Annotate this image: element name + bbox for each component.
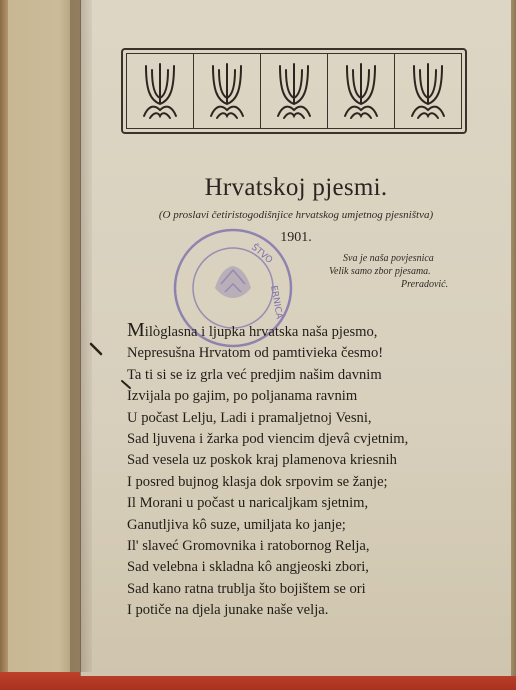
poem-year: 1901. <box>280 230 312 245</box>
motto-line: Velik samo zbor pjesama. <box>329 266 431 277</box>
frieze-tile <box>261 54 328 128</box>
frieze-tile <box>395 54 461 128</box>
tulip-ornament-icon <box>205 60 249 122</box>
tulip-ornament-icon <box>406 60 450 122</box>
poem-line: I posred bujnog klasja dok srpovim se žanje; <box>127 473 388 490</box>
frieze-tile <box>328 54 395 128</box>
poem-line: Nepresušna Hrvatom od pamtivieka česmo! <box>127 345 384 362</box>
paper-blemish-icon <box>121 380 131 390</box>
motto-line: Sva je naša povjesnica <box>343 253 434 264</box>
poem-line-text: ilòglasna i ljupka hrvatska naša pjesmo, <box>144 324 378 340</box>
frieze-tile <box>127 54 194 128</box>
poem-line: Sad kano ratna trublja što bojištem se ori <box>127 580 366 597</box>
poem-line: U počast Lelju, Ladi i pramaljetnoj Vesni, <box>127 409 372 426</box>
poem-line: Sad velebna i skladna kô angjeoski zbori, <box>127 559 369 576</box>
stamp-text-top: ŠTVO <box>249 242 275 266</box>
poem-line: Sad vesela uz poskok kraj plamenova kriesnih <box>127 452 397 469</box>
poem-line: Ta ti si se iz grla već predjim našim davnim <box>127 366 382 383</box>
poem-line: Ganutljiva kô suze, umiljata ko janje; <box>127 516 346 533</box>
motto-epigraph <box>329 252 479 291</box>
poem-line: Sad ljuvena i žarka pod viencim djevâ cvjetnim, <box>127 431 409 448</box>
poem-line: Il' slaveć Gromovnika i ratobornog Relja, <box>127 538 370 555</box>
poem-line: Izvijala po gajim, po poljanama ravnim <box>127 388 358 405</box>
ornamental-frieze <box>121 48 467 134</box>
poem-title: Hrvatskoj pjesmi. <box>204 174 388 201</box>
poem-line: Il Morani u počast u naricaljkam sjetnim, <box>127 495 369 512</box>
frieze-inner-border <box>126 53 462 129</box>
poem-subtitle: (O proslavi četiristogodišnjice hrvatskog umjetnog pjesništva) <box>158 209 434 221</box>
frieze-tile <box>194 54 261 128</box>
poem-body <box>127 319 507 622</box>
motto-author: Preradović. <box>401 279 449 290</box>
book-page <box>80 0 511 676</box>
tulip-ornament-icon <box>272 60 316 122</box>
stamp-text-side: ERNICA <box>268 284 284 320</box>
tulip-ornament-icon <box>339 60 383 122</box>
spine-shadow <box>70 0 92 672</box>
book-cover-edge <box>0 0 8 672</box>
poem-line-first <box>127 319 507 343</box>
drop-cap: M <box>127 319 145 341</box>
poem-line: I potiče na djela junake naše velja. <box>127 602 329 619</box>
tulip-ornament-icon <box>138 60 182 122</box>
